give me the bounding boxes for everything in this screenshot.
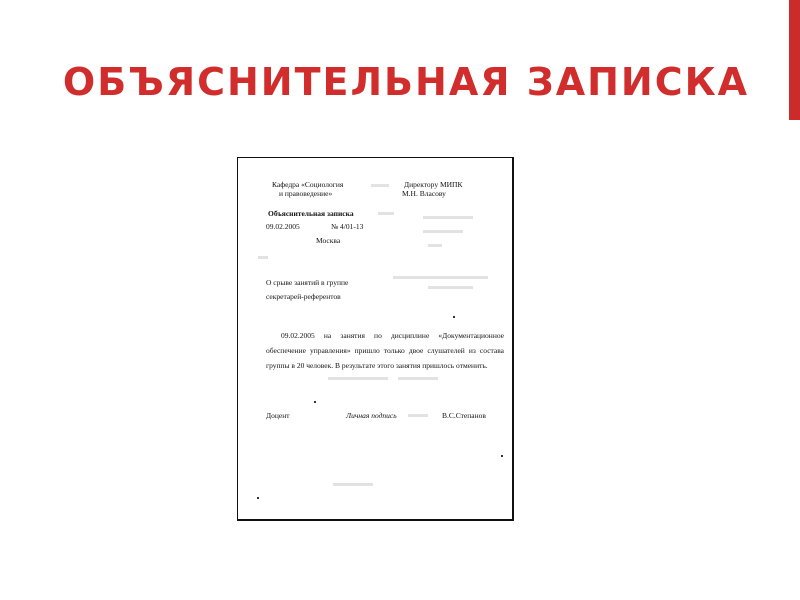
doc-subject-line1: О срыве занятий в группе <box>266 278 349 287</box>
doc-signature-note: Личная подпись <box>346 411 397 420</box>
doc-from-line2: и правоведение» <box>279 189 333 198</box>
scan-dot <box>257 497 259 499</box>
scan-artifact <box>408 414 428 417</box>
scan-dot <box>453 316 455 318</box>
scan-artifact <box>393 276 488 279</box>
scan-artifact <box>428 286 473 289</box>
doc-to-line1: Директору МИПК <box>404 180 463 189</box>
scan-artifact <box>398 377 438 380</box>
doc-from-line1: Кафедра «Социология <box>272 180 344 189</box>
doc-signer-name: В.С.Степанов <box>442 411 486 420</box>
doc-type: Объяснительная записка <box>268 209 354 218</box>
scan-artifact <box>378 212 394 215</box>
scan-artifact <box>423 216 473 219</box>
doc-number: № 4/01-13 <box>331 222 364 231</box>
document-scan-image <box>237 157 514 521</box>
doc-to-line2: М.Н. Власову <box>402 189 446 198</box>
scan-artifact <box>371 184 389 187</box>
doc-signer-position: Доцент <box>266 411 290 420</box>
scan-artifact <box>328 377 388 380</box>
doc-subject-line2: секретарей-референтов <box>266 292 341 301</box>
scan-dot <box>501 455 503 457</box>
doc-body-text: 09.02.2005 на занятия по дисциплине «Документационное обеспечение управления» пришло только двое слушателей из состава группы в 20 человек. В результате этого занятия пришлось отменить. <box>266 331 504 370</box>
scan-artifact <box>333 483 373 486</box>
doc-city: Москва <box>316 236 341 245</box>
scan-artifact <box>428 244 442 247</box>
scan-dot <box>314 401 316 403</box>
slide-title: ОБЪЯСНИТЕЛЬНАЯ ЗАПИСКА <box>62 60 750 104</box>
doc-date: 09.02.2005 <box>266 222 300 231</box>
scan-artifact <box>423 230 463 233</box>
scan-artifact <box>258 256 268 259</box>
